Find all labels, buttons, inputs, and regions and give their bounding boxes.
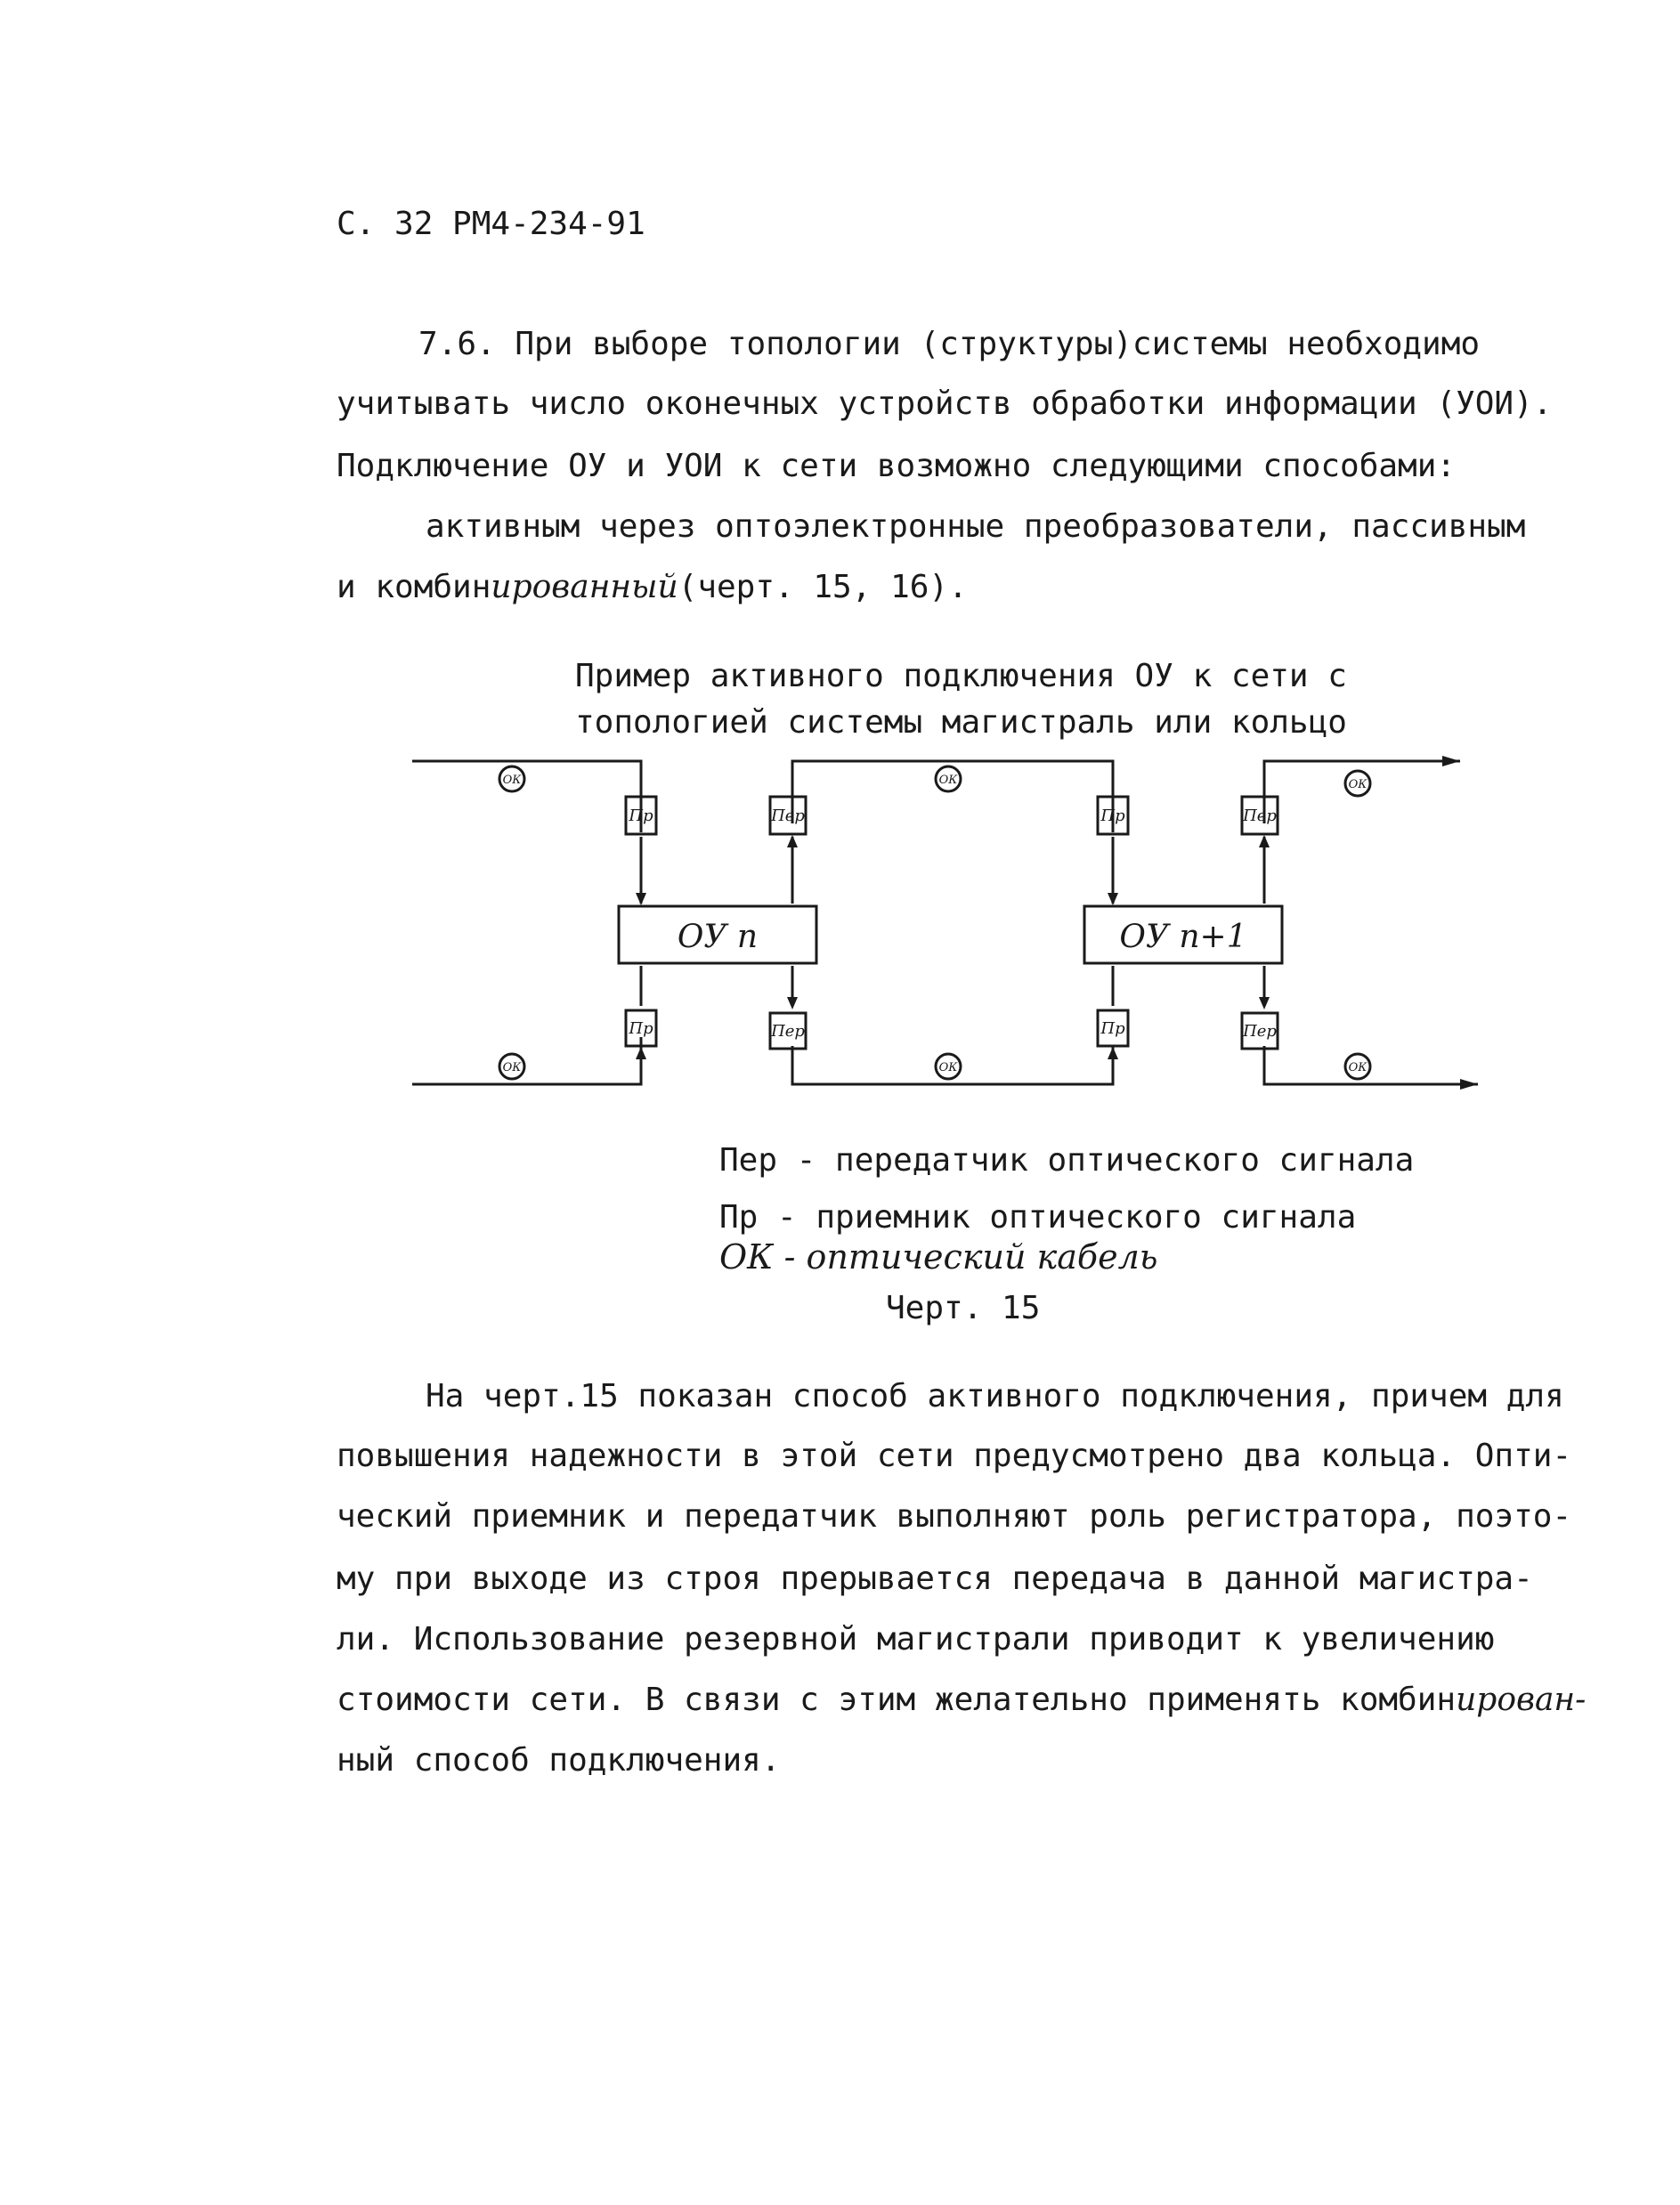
rx-label-bottom-1: Пр [629,1019,653,1038]
figure-caption: Черт. 15 [886,1290,1041,1326]
line-6-handwritten: ирован- [1456,1682,1587,1718]
page-header: С. 32 РМ4-234-91 [337,206,645,242]
arrow-down-bottom-tx-2 [1259,997,1270,1009]
arrow-up-node-1-out [787,835,798,847]
line-6-typed: стоимости сети. В связи с этим желательно применять комбин [337,1682,1457,1718]
rx-label-bottom-2: Пр [1100,1019,1125,1038]
arrow-down-node-1-in [636,893,646,905]
paragraph-2-line-6 [337,1681,1586,1720]
arrow-up-bottom-rx-2 [1108,1047,1118,1059]
top-cable-segment-2 [792,761,1113,832]
legend-receiver: Пр - приемник оптического сигнала [719,1199,1357,1236]
arrow-up-bottom-rx-1 [636,1047,646,1059]
paragraph-2-line-5: ли. Использование резервной магистрали приводит к увеличению [337,1621,1495,1658]
section-7-6-line-1: 7.6. При выборе топологии (структуры)системы необходимо [418,326,1481,362]
arrow-down-bottom-tx-1 [787,997,798,1009]
tx-label-top-2: Пер [1243,807,1277,825]
rx-label-top-2: Пр [1100,807,1125,825]
paragraph-2-line-7: ный способ подключения. [337,1742,781,1779]
cable-label-top-left: ОК [502,774,522,787]
section-7-6-line-4: активным через оптоэлектронные преобразователи, пассивным [426,508,1526,545]
cable-label-bottom-left: ОК [502,1061,522,1074]
tx-label-bottom-1: Пер [771,1022,805,1041]
cable-label-bottom-right: ОК [1348,1061,1368,1074]
section-7-6-line-3: Подключение ОУ и УОИ к сети возможно следующими способами: [337,448,1457,484]
node-2-label: ОУ n+1 [1119,919,1247,955]
line-5-handwritten: ированный [491,569,678,605]
cable-label-top-middle: ОК [938,774,958,787]
paragraph-2-line-1: На черт.15 показан способ активного подключения, причем для [426,1378,1564,1415]
legend-cable: ОК - оптический кабель [719,1237,1158,1277]
arrow-up-node-2-out [1259,835,1270,847]
line-5-tail: (черт. 15, 16). [678,569,968,605]
bottom-cable-segment-1 [412,1037,641,1084]
figure-title-line-2: топологией системы магистраль или кольцо [575,704,1347,741]
cable-label-bottom-middle: ОК [938,1061,958,1074]
figure-title-line-1: Пример активного подключения ОУ к сети с [575,658,1347,694]
arrow-right-bottom-output [1460,1079,1478,1090]
top-cable-segment-1 [412,761,641,832]
line-5-typed: и комбин [337,569,491,605]
tx-label-bottom-2: Пер [1243,1022,1277,1041]
paragraph-2-line-2: повышения надежности в этой сети предусмотрено два кольца. Опти- [337,1438,1572,1474]
legend-transmitter: Пер - передатчик оптического сигнала [719,1142,1415,1179]
rx-label-top-1: Пр [629,807,653,825]
arrow-right-top-output [1442,756,1460,766]
section-7-6-line-2: учитывать число оконечных устройств обработки информации (УОИ). [337,385,1553,422]
tx-label-top-1: Пер [771,807,805,825]
arrow-down-node-2-in [1108,893,1118,905]
cable-label-top-right: ОК [1348,778,1368,791]
paragraph-2-line-4: му при выходе из строя прерывается передача в данной магистра- [337,1561,1533,1597]
paragraph-2-line-3: ческий приемник и передатчик выполняют роль регистратора, поэто- [337,1498,1572,1535]
node-1-label: ОУ n [677,919,759,955]
